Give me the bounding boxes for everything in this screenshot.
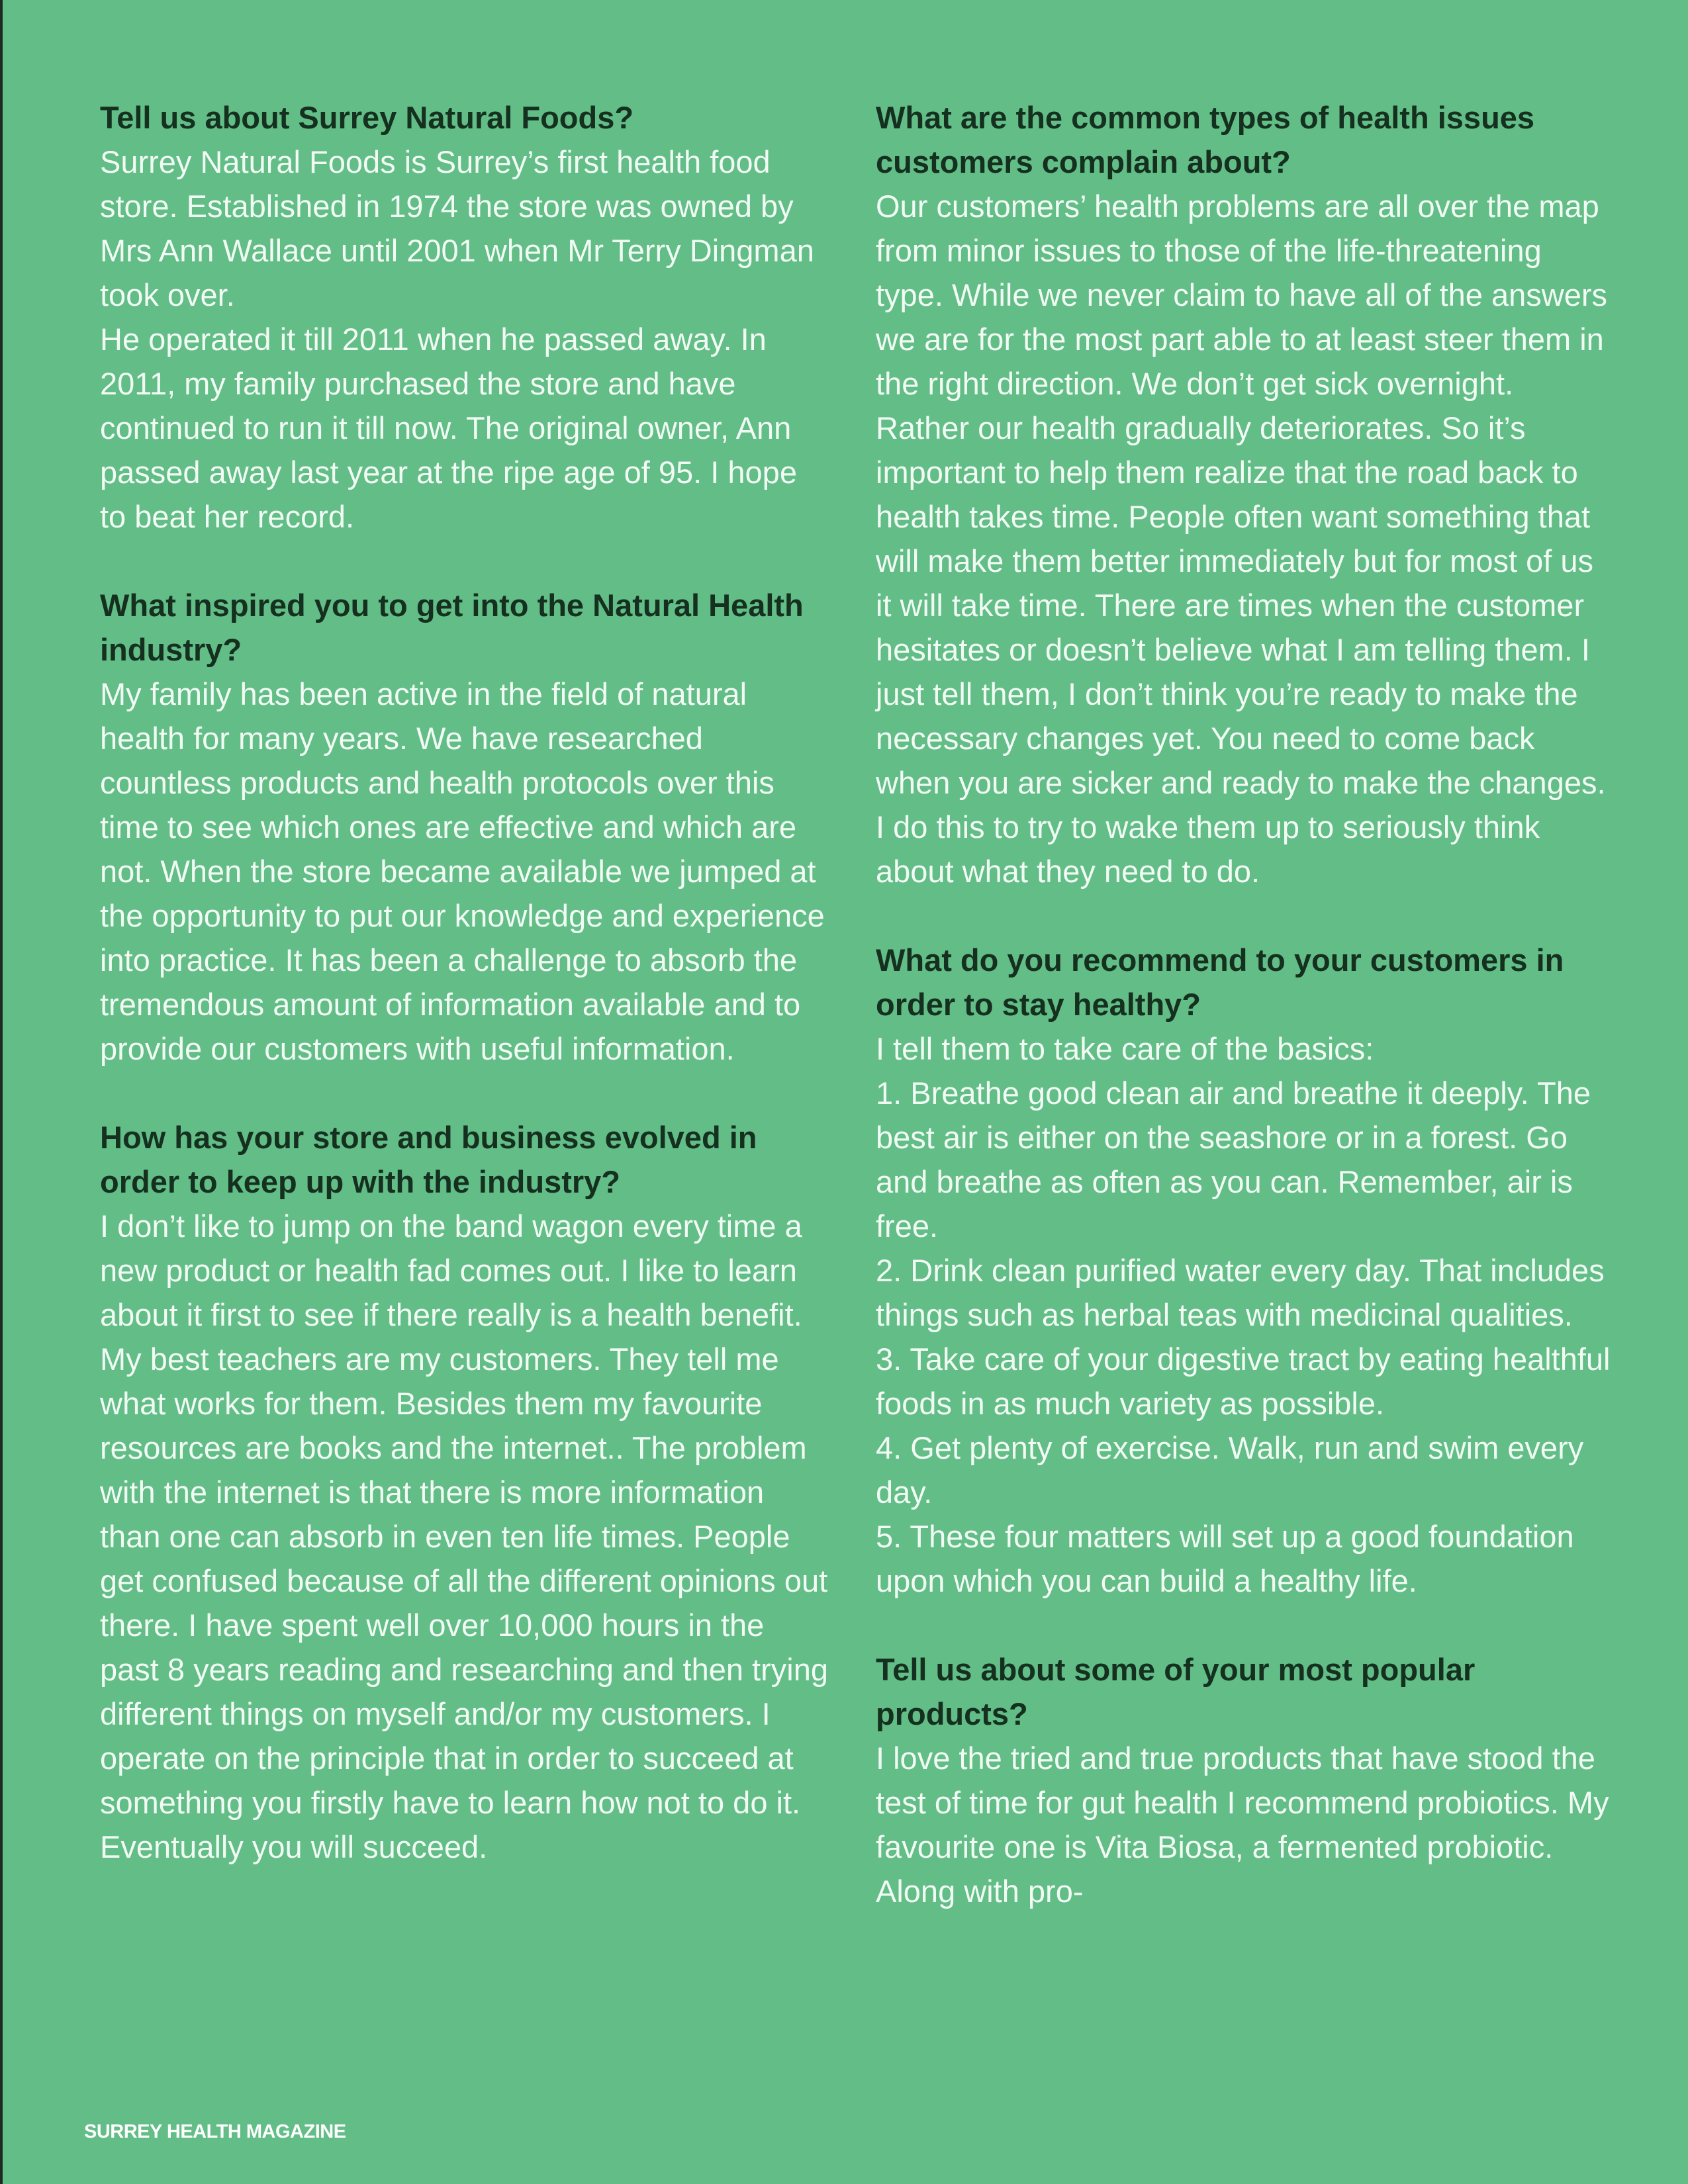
question-heading: What are the common types of health issues customers complain about? <box>876 100 1535 179</box>
interview-section-health-issues <box>876 95 1611 893</box>
answer-paragraph: Our customers’ health problems are all over the map from minor issues to those of the life-threatening type. While we never claim to have all of the answers we are for the most part able to at least steer them in the right direction. We don’t get sick overnight. Rather our health gradually deteriorates. So it’s important to help them realize that the road back to health takes time. People often want something that will make them better immediately but for most of us it will take time. There are times when the customer hesitates or doesn’t believe what I am telling them. I just tell them, I don’t think you’re ready to make the necessary changes yet. You need to come back when you are sicker and ready to make the changes. I do this to try to wake them up to seriously think about what they need to do. <box>876 189 1608 889</box>
magazine-footer: SURREY HEALTH MAGAZINE <box>84 2121 346 2142</box>
interview-section-popular-products <box>876 1647 1611 1913</box>
right-column <box>876 95 1611 1958</box>
question-heading: What do you recommend to your customers in order to stay healthy? <box>876 942 1564 1022</box>
recommendation-item: 1. Breathe good clean air and breathe it deeply. The best air is either on the seashore or in a forest. Go and breathe as often as you can. Remember, air is free. <box>876 1075 1591 1244</box>
recommendation-item: 5. These four matters will set up a good foundation upon which you can build a healthy life. <box>876 1519 1574 1598</box>
left-column <box>100 95 828 1913</box>
answer-paragraph: I don’t like to jump on the band wagon every time a new product or health fad comes out. I like to learn about it first to see if there really is a health benefit. My best teachers are my customers. They tell me what works for them. Besides them my favourite resources are books and the internet.. The problem with the internet is that there is more information than one can absorb in even ten life times. People get confused because of all the different opinions out there. I have spent well over 10,000 hours in the past 8 years reading and researching and then trying different things on myself and/or my customers. I operate on the principle that in order to succeed at something you firstly have to learn how not to do it. Eventually you will succeed. <box>100 1208 828 1864</box>
answer-paragraph: My family has been active in the field of natural health for many years. We have researched countless products and health protocols over this time to see which ones are effective and which are not. When the store became available we jumped at the opportunity to put our knowledge and experience into practice. It has been a challenge to absorb the tremendous amount of information available and to provide our customers with useful information. <box>100 676 825 1066</box>
recommendation-item: 3. Take care of your digestive tract by eating healthful foods in as much variety as possible. <box>876 1342 1611 1421</box>
answer-paragraph: I tell them to take care of the basics: <box>876 1031 1374 1066</box>
question-heading: What inspired you to get into the Natural Health industry? <box>100 588 804 667</box>
question-heading: Tell us about Surrey Natural Foods? <box>100 100 634 135</box>
page-edge <box>0 0 3 2184</box>
interview-section-about-store <box>100 95 828 539</box>
recommendation-item: 2. Drink clean purified water every day. That includes things such as herbal teas with medicinal qualities. <box>876 1253 1605 1332</box>
interview-section-recommendations <box>876 938 1611 1603</box>
interview-section-inspiration <box>100 583 828 1071</box>
answer-paragraph: I love the tried and true products that have stood the test of time for gut health I recommend probiotics. My favourite one is Vita Biosa, a fermented probiotic. Along with pro- <box>876 1741 1609 1909</box>
interview-section-evolution <box>100 1115 828 1869</box>
question-heading: How has your store and business evolved in order to keep up with the industry? <box>100 1120 757 1199</box>
answer-paragraph: He operated it till 2011 when he passed away. In 2011, my family purchased the store and have continued to run it till now. The original owner, Ann passed away last year at the ripe age of 95. I hope to beat her record. <box>100 322 797 534</box>
recommendation-item: 4. Get plenty of exercise. Walk, run and swim every day. <box>876 1430 1584 1510</box>
answer-paragraph: Surrey Natural Foods is Surrey’s first health food store. Established in 1974 the store was owned by Mrs Ann Wallace until 2001 when Mr Terry Dingman took over. <box>100 144 814 312</box>
question-heading: Tell us about some of your most popular products? <box>876 1652 1476 1731</box>
